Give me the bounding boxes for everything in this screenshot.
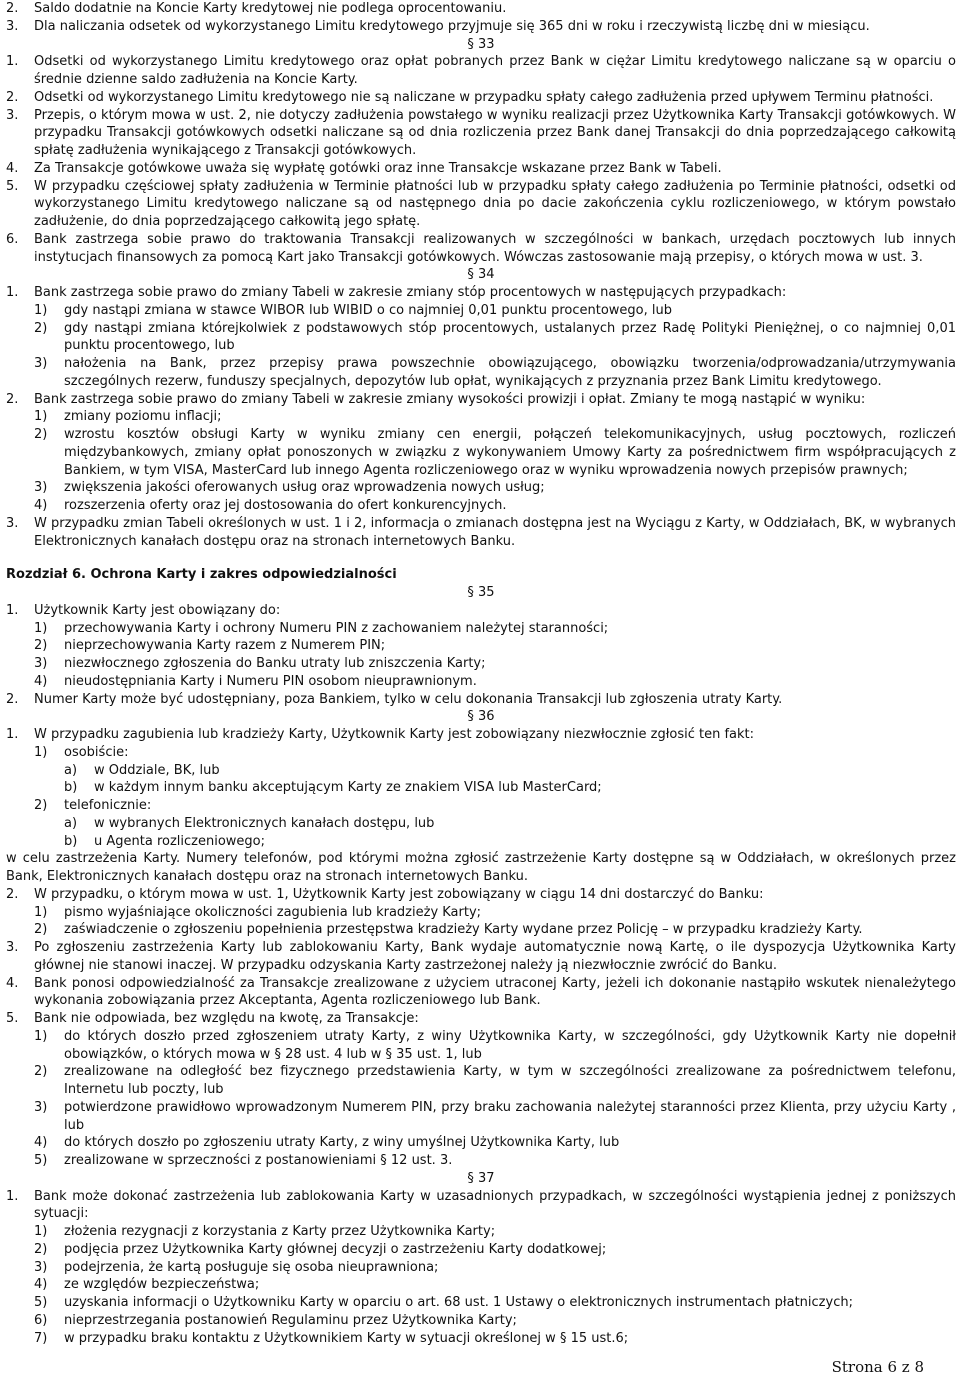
- sub-item: [6, 1259, 956, 1277]
- item-number: 5.: [6, 1011, 19, 1026]
- item-number: b): [64, 833, 78, 849]
- section-number: [6, 1170, 956, 1188]
- item-text: złożenia rezygnacji z korzystania z Karty przez Użytkownika Karty;: [64, 1224, 496, 1239]
- sub-sub-item: [6, 762, 956, 780]
- sub-item: [6, 320, 956, 356]
- section-label: § 35: [467, 585, 495, 600]
- item-text: wzrostu kosztów obsługi Karty w wyniku zmiany cen energii, połączeń telekomunikacyjnych, usług pocztowych, rozliczeń międzybankowych, zmiany opłat ponoszonych w związku z wykonywaniem Umowy Karty za pośrednictwem firm współpracujących z Bankiem, w tym VISA, MasterCard lub innego Agenta rozliczeniowego oraz w wyniku wprowadzenia nowych przepisów prawnych;: [64, 427, 956, 478]
- item-text: Za Transakcje gotówkowe uważa się wypłatę gotówki oraz inne Transakcje wskazane przez Bank w Tabeli.: [34, 160, 722, 176]
- item-text: nieprzestrzegania postanowień Regulaminu przez Użytkownika Karty;: [64, 1312, 517, 1328]
- numbered-item: [6, 691, 956, 709]
- sub-item: [6, 921, 956, 939]
- item-number: 7): [34, 1330, 48, 1346]
- section-number: [6, 266, 956, 284]
- sub-item: [6, 1223, 956, 1241]
- item-text: do których doszło przed zgłoszeniem utraty Karty, z winy Użytkownika Karty, w szczególności, gdy Użytkownik Karty nie dopełnił obowiązków, o których mowa w § 28 ust. 4 lub w § 35 ust. 1, lub: [64, 1028, 956, 1062]
- item-number: 1): [34, 1224, 48, 1239]
- item-number: 4.: [6, 160, 19, 176]
- item-text: Saldo dodatnie na Koncie Karty kredytowej nie podlega oprocentowaniu.: [34, 1, 507, 16]
- item-number: a): [64, 815, 78, 831]
- section-number: [6, 584, 956, 602]
- item-number: 1): [34, 302, 48, 318]
- numbered-item: [6, 886, 956, 904]
- item-text: w wybranych Elektronicznych kanałach dostępu, lub: [94, 815, 435, 831]
- item-number: 3): [34, 656, 48, 671]
- item-number: 1): [34, 904, 48, 920]
- numbered-item: [6, 53, 956, 89]
- sub-item: [6, 744, 956, 762]
- section-number: [6, 708, 956, 726]
- item-number: 1.: [6, 602, 19, 618]
- item-number: 4): [34, 673, 48, 689]
- item-text: zmiany poziomu inflacji;: [64, 409, 222, 425]
- numbered-item: [6, 231, 956, 267]
- item-text: rozszerzenia oferty oraz jej dostosowania do ofert konkurencyjnych.: [64, 498, 507, 513]
- item-text: Odsetki od wykorzystanego Limitu kredytowego nie są naliczane w przypadku spłaty całego zadłużenia przed upływem Terminu płatności.: [34, 89, 934, 105]
- item-text: W przypadku częściowej spłaty zadłużenia w Terminie płatności lub w przypadku spłaty całego zadłużenia po Terminie płatności, odsetki od wykorzystanego Limitu kredytowego naliczane są od następnego dnia po dacie zakończenia cyklu rozliczeniowego, w którym powstało zadłużenie, do dnia poprzedzającego całkowitą jego spłatę.: [34, 178, 956, 229]
- item-text: W przypadku, o którym mowa w ust. 1, Użytkownik Karty jest zobowiązany w ciągu 14 dni dostarczyć do Banku:: [34, 886, 764, 902]
- item-text: zrealizowane na odległość bez fizycznego przedstawienia Karty, w tym w szczególności zrealizowane za pośrednictwem telefonu, Internetu lub poczty, lub: [64, 1064, 956, 1097]
- item-number: 3.: [6, 940, 19, 955]
- section-number: [6, 36, 956, 54]
- item-text: do których doszło po zgłoszeniu utraty Karty, z winy umyślnej Użytkownika Karty, lub: [64, 1135, 620, 1151]
- item-number: 2.: [6, 1, 19, 16]
- sub-item: [6, 1134, 956, 1152]
- item-number: 4): [34, 1135, 48, 1151]
- sub-item: [6, 673, 956, 691]
- sub-item: [6, 1152, 956, 1170]
- sub-item: [6, 1276, 956, 1294]
- item-number: 3): [34, 480, 48, 496]
- item-number: 1): [34, 620, 48, 636]
- sub-item: [6, 797, 956, 815]
- item-text: Bank zastrzega sobie prawo do traktowania Transakcji realizowanych w szczególności w bankach, urzędach pocztowych lub innych instytucjach finansowych za pomocą Kart jako Transakcji gotówkowych. Wówczas zastosowanie mają przepisy, o których mowa w ust. 3.: [34, 231, 956, 265]
- sub-item: [6, 1294, 956, 1312]
- item-number: 3): [34, 1099, 48, 1115]
- numbered-item: [6, 107, 956, 160]
- item-number: 2): [34, 320, 48, 336]
- item-text: w przypadku braku kontaktu z Użytkownikiem Karty w sytuacji określonej w § 15 ust.6;: [64, 1330, 629, 1346]
- item-number: 2): [34, 1064, 48, 1080]
- item-text: Numer Karty może być udostępniany, poza Bankiem, tylko w celu dokonania Transakcji lub zgłoszenia utraty Karty.: [34, 691, 783, 707]
- sub-item: [6, 408, 956, 426]
- numbered-item: [6, 178, 956, 231]
- sub-item: [6, 637, 956, 655]
- item-text: Dla naliczania odsetek od wykorzystanego Limitu kredytowego przyjmuje się 365 dni w roku i rzeczywistą liczbę dni w miesiącu.: [34, 18, 870, 34]
- numbered-item: [6, 1188, 956, 1224]
- item-text: podjęcia przez Użytkownika Karty głównej decyzji o zastrzeżeniu Karty dodatkowej;: [64, 1241, 607, 1257]
- item-number: 2): [34, 427, 48, 442]
- sub-item: [6, 1099, 956, 1135]
- item-number: b): [64, 780, 78, 796]
- item-number: 3.: [6, 107, 19, 123]
- sub-sub-item: [6, 815, 956, 833]
- numbered-item: [6, 284, 956, 302]
- sub-item: [6, 479, 956, 497]
- item-number: 3.: [6, 18, 19, 34]
- item-text: uzyskania informacji o Użytkowniku Karty w oparciu o art. 68 ust. 1 Ustawy o elektronicznych instrumentach płatniczych;: [64, 1295, 853, 1310]
- item-number: 3.: [6, 515, 19, 531]
- paragraph: w celu zastrzeżenia Karty. Numery telefonów, pod którymi można zgłosić zastrzeżenie Karty dostępne są w Oddziałach, w określonych przez Bank, Elektronicznych kanałach dostępu oraz na stronach internetowych Banku.: [6, 851, 956, 884]
- item-number: 4.: [6, 975, 19, 991]
- item-text: u Agenta rozliczeniowego;: [94, 833, 265, 849]
- item-number: 4): [34, 1277, 48, 1293]
- sub-item: [6, 1312, 956, 1330]
- item-text: W przypadku zagubienia lub kradzieży Karty, Użytkownik Karty jest zobowiązany niezwłocznie zgłosić ten fakt:: [34, 727, 755, 742]
- numbered-item: [6, 1010, 956, 1028]
- numbered-item: [6, 89, 956, 107]
- sub-item: [6, 1330, 956, 1348]
- item-number: 5): [34, 1153, 48, 1168]
- item-number: 5.: [6, 178, 19, 194]
- sub-sub-item: [6, 779, 956, 797]
- item-text: Przepis, o którym mowa w ust. 2, nie dotyczy zadłużenia powstałego w wyniku realizacji przez Użytkownika Karty Transakcji gotówkowych. W przypadku Transakcji gotówkowych odsetki naliczane są od dnia rozliczenia przez Bank danej Transakcji do dnia poprzedzającego całkowitą spłatę zadłużenia wynikającego z Transakcji gotówkowych.: [34, 107, 956, 158]
- sub-item: [6, 620, 956, 638]
- section-label: § 37: [467, 1170, 495, 1186]
- item-number: 3): [34, 356, 48, 371]
- item-text: W przypadku zmian Tabeli określonych w ust. 1 i 2, informacja o zmianach dostępna jest na Wyciągu z Karty, w Oddziałach, BK, w wybranych Elektronicznych kanałach dostępu oraz na stronach internetowych Banku.: [34, 515, 956, 549]
- item-number: 1.: [6, 54, 19, 70]
- item-text: zwiększenia jakości oferowanych usług oraz wprowadzenia nowych usług;: [64, 480, 545, 496]
- item-text: gdy nastąpi zmiana którejkolwiek z podstawowych stóp procentowych, ustalanych przez Radę Polityki Pieniężnej, o co najmniej 0,01 punktu procentowego, lub: [64, 320, 956, 354]
- item-number: 1.: [6, 285, 19, 300]
- item-number: 2): [34, 798, 48, 813]
- sub-item: [6, 355, 956, 391]
- numbered-item: [6, 0, 956, 18]
- item-text: Odsetki od wykorzystanego Limitu kredytowego oraz opłat pobranych przez Bank w ciężar Limitu kredytowego naliczane są w oparciu o średnie dzienne saldo zadłużenia na Koncie Karty.: [34, 54, 956, 87]
- numbered-item: [6, 726, 956, 744]
- numbered-item: [6, 391, 956, 409]
- item-number: 5): [34, 1295, 48, 1310]
- item-number: a): [64, 762, 78, 778]
- section-label: § 34: [467, 267, 495, 283]
- section-label: § 33: [467, 36, 495, 52]
- item-text: podejrzenia, że kartą posługuje się osoba nieuprawniona;: [64, 1259, 439, 1275]
- item-text: nieprzechowywania Karty razem z Numerem PIN;: [64, 638, 386, 654]
- item-number: 2): [34, 922, 48, 938]
- sub-sub-item: [6, 833, 956, 851]
- item-text: niezwłocznego zgłoszenia do Banku utraty lub zniszczenia Karty;: [64, 656, 486, 671]
- sub-item: [6, 1063, 956, 1099]
- chapter-heading: Rozdział 6. Ochrona Karty i zakres odpowiedzialności: [6, 567, 397, 583]
- item-text: pismo wyjaśniające okoliczności zagubienia lub kradzieży Karty;: [64, 904, 482, 920]
- item-number: 4): [34, 498, 48, 513]
- numbered-item: [6, 160, 956, 178]
- numbered-item: [6, 18, 956, 36]
- item-number: 2.: [6, 89, 19, 105]
- section-label: § 36: [467, 709, 495, 725]
- numbered-item: [6, 939, 956, 975]
- page-number: Strona 6 z 8: [831, 1358, 924, 1376]
- item-number: 2.: [6, 391, 19, 407]
- sub-item: [6, 904, 956, 922]
- item-number: 1): [34, 1028, 48, 1044]
- numbered-item: [6, 602, 956, 620]
- item-text: Bank ponosi odpowiedzialność za Transakcje zrealizowane z użyciem utraconej Karty, jeżeli ich dokonanie nastąpiło wskutek nienależytego wykonania zobowiązania przez Akceptanta, Agenta rozliczeniowego lub Bank.: [34, 975, 956, 1009]
- numbered-item: [6, 975, 956, 1011]
- item-number: 2): [34, 1241, 48, 1257]
- item-number: 2): [34, 638, 48, 654]
- item-text: nieudostępniania Karty i Numeru PIN osobom nieuprawnionym.: [64, 673, 477, 689]
- item-number: 2.: [6, 886, 19, 902]
- item-text: w Oddziale, BK, lub: [94, 762, 220, 778]
- item-number: 3): [34, 1259, 48, 1275]
- numbered-item: [6, 515, 956, 551]
- item-text: przechowywania Karty i ochrony Numeru PIN z zachowaniem należytej staranności;: [64, 620, 609, 636]
- item-text: potwierdzone prawidłowo wprowadzonym Numerem PIN, przy braku zachowania należytej staranności przez Klienta, przy użyciu Karty , lub: [64, 1099, 956, 1133]
- item-number: 1): [34, 744, 48, 760]
- item-text: Bank może dokonać zastrzeżenia lub zablokowania Karty w uzasadnionych przypadkach, w szczególności wystąpienia jednej z poniższych sytuacji:: [34, 1188, 956, 1222]
- item-text: nałożenia na Bank, przez przepisy prawa powszechnie obowiązującego, obowiązku tworzenia/odprowadzania/utrzymywania szczególnych rezerw, funduszy specjalnych, depozytów lub opłat, wynikających z przyznania przez Bank Limitu kredytowego.: [64, 356, 956, 389]
- sub-item: [6, 497, 956, 515]
- sub-item: [6, 302, 956, 320]
- item-number: 6): [34, 1312, 48, 1328]
- item-number: 1): [34, 409, 48, 425]
- item-text: Bank zastrzega sobie prawo do zmiany Tabeli w zakresie zmiany wysokości prowizji i opłat. Zmiany te mogą nastąpić w wyniku:: [34, 391, 866, 407]
- item-text: Użytkownik Karty jest obowiązany do:: [34, 602, 281, 618]
- item-text: osobiście:: [64, 744, 129, 760]
- item-text: zrealizowane w sprzeczności z postanowieniami § 12 ust. 3.: [64, 1153, 453, 1168]
- item-text: Bank zastrzega sobie prawo do zmiany Tabeli w zakresie zmiany stóp procentowych w następujących przypadkach:: [34, 285, 787, 300]
- item-text: Po zgłoszeniu zastrzeżenia Karty lub zablokowaniu Karty, Bank wydaje automatycznie nową Kartę, o ile dyspozycja Użytkownika Karty głównej nie stanowi inaczej. W przypadku odzyskania Karty zastrzeżonej należy ją niezwłocznie zwrócić do Banku.: [34, 940, 956, 973]
- sub-item: [6, 1241, 956, 1259]
- item-text: zaświadczenie o zgłoszeniu popełnienia przestępstwa kradzieży Karty wydane przez Policję – w przypadku kradzieży Karty.: [64, 922, 863, 938]
- item-number: 2.: [6, 691, 19, 707]
- sub-item: [6, 1028, 956, 1064]
- item-number: 1.: [6, 1188, 19, 1204]
- item-text: w każdym innym banku akceptującym Karty ze znakiem VISA lub MasterCard;: [94, 780, 602, 796]
- item-number: 1.: [6, 727, 19, 742]
- item-text: gdy nastąpi zmiana w stawce WIBOR lub WIBID o co najmniej 0,01 punktu procentowego, lub: [64, 302, 672, 318]
- sub-item: [6, 426, 956, 479]
- item-text: Bank nie odpowiada, bez względu na kwotę, za Transakcje:: [34, 1011, 419, 1026]
- item-number: 6.: [6, 231, 19, 247]
- document-body: [6, 0, 956, 1347]
- item-text: telefonicznie:: [64, 798, 152, 813]
- sub-item: [6, 655, 956, 673]
- item-text: ze względów bezpieczeństwa;: [64, 1277, 260, 1293]
